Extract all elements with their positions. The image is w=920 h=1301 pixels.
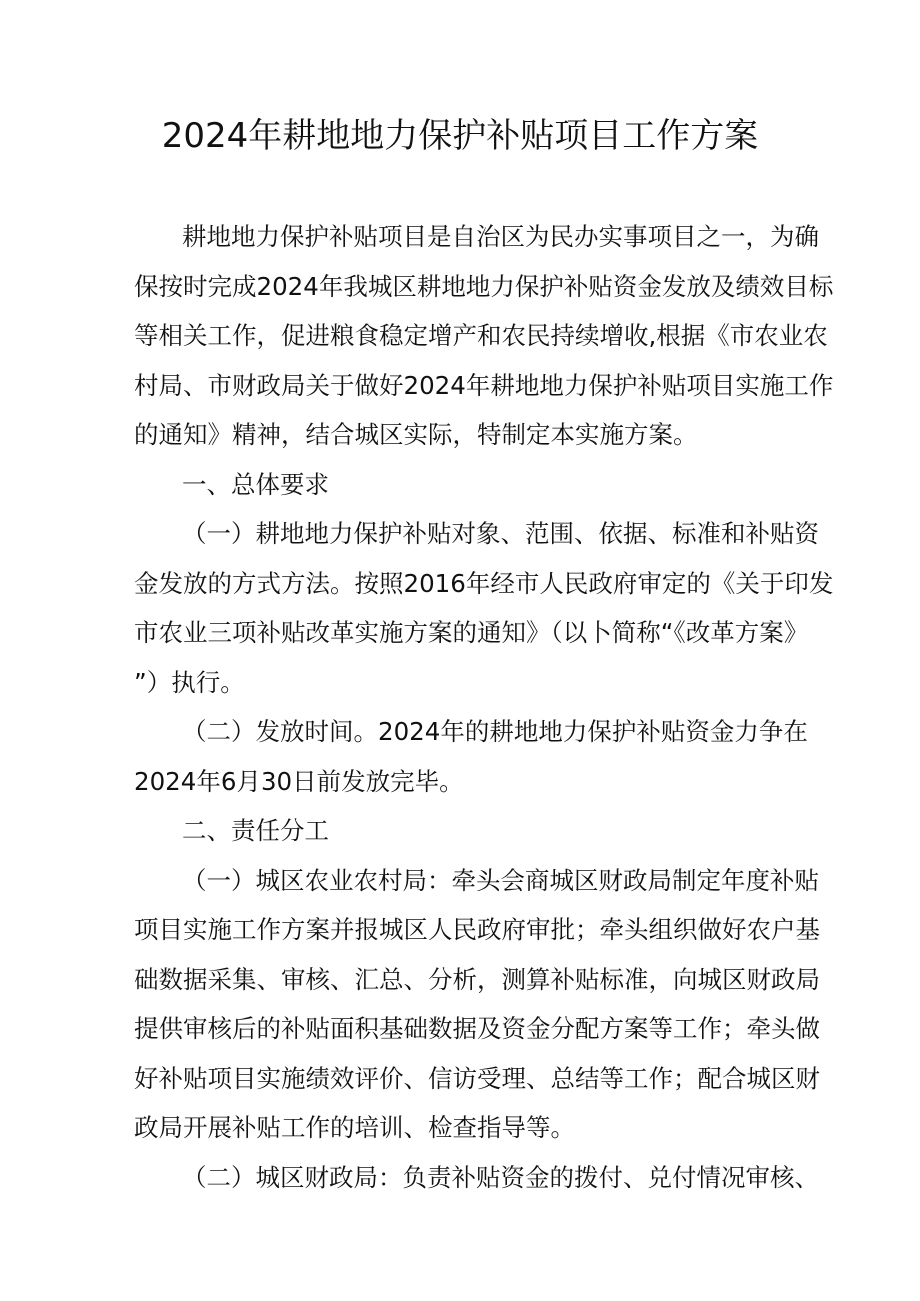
paragraph-intro-line-1: 耕地地力保护补贴项目是自治区为民办实事项目之一，为确 [182, 222, 819, 251]
paragraph-intro-line-4: 村局、市财政局关于做好2024年耕地地力保护补贴项目实施工作 [134, 370, 834, 400]
paragraph-2-1-line-1: （一）城区农业农村局：牵头会商城区财政局制定年度补贴 [182, 865, 819, 895]
document-body [134, 212, 834, 1202]
paragraph-1-1-line-3: 市农业三项补贴改革实施方案的通知》（以卜简称“《改革方案》 [134, 618, 809, 647]
paragraph-1-2-line-1: （二）发放时间。2024年的耕地地力保护补贴资金力争在 [182, 717, 808, 746]
paragraph-intro-line-3: 等相关工作，促进粮食稳定增产和农民持续增收,根据《市农业农 [134, 321, 828, 350]
paragraph-1-2-line-2: 2024年6月30日前发放完毕。 [134, 766, 464, 796]
paragraph-intro-line-5: 的通知》精神，结合城区实际，特制定本实施方案。 [134, 420, 698, 449]
paragraph-2-1-line-4: 提供审核后的补贴面积基础数据及资金分配方案等工作；牵头做 [134, 1014, 820, 1043]
paragraph-2-2-line-1: （二）城区财政局：负责补贴资金的拨付、兑付情况审核、 [182, 1162, 819, 1192]
paragraph-2-1-line-6: 政局开展补贴工作的培训、检查指导等。 [134, 1113, 575, 1142]
section-heading-1: 一、总体要求 [182, 469, 329, 499]
paragraph-intro-line-2: 保按时完成2024年我城区耕地地力保护补贴资金发放及绩效目标 [134, 271, 834, 301]
paragraph-2-1-line-3: 础数据采集、审核、汇总、分析，测算补贴标准，向城区财政局 [134, 964, 820, 994]
paragraph-2-1-line-2: 项目实施工作方案并报城区人民政府审批；牵头组织做好农户基 [134, 915, 820, 944]
paragraph-1-1-line-4: ”）执行。 [134, 667, 245, 697]
paragraph-1-1-line-1: （一）耕地地力保护补贴对象、范围、依据、标准和补贴资 [182, 519, 819, 548]
document-title: 2024年耕地地力保护补贴项目工作方案 [161, 116, 759, 156]
paragraph-1-1-line-2: 金发放的方式方法。按照2016年经市人民政府审定的《关于印发 [134, 568, 834, 598]
paragraph-2-1-line-5: 好补贴项目实施绩效评价、信访受理、总结等工作；配合城区财 [134, 1063, 820, 1093]
section-heading-2: 二、责任分工 [182, 816, 329, 845]
